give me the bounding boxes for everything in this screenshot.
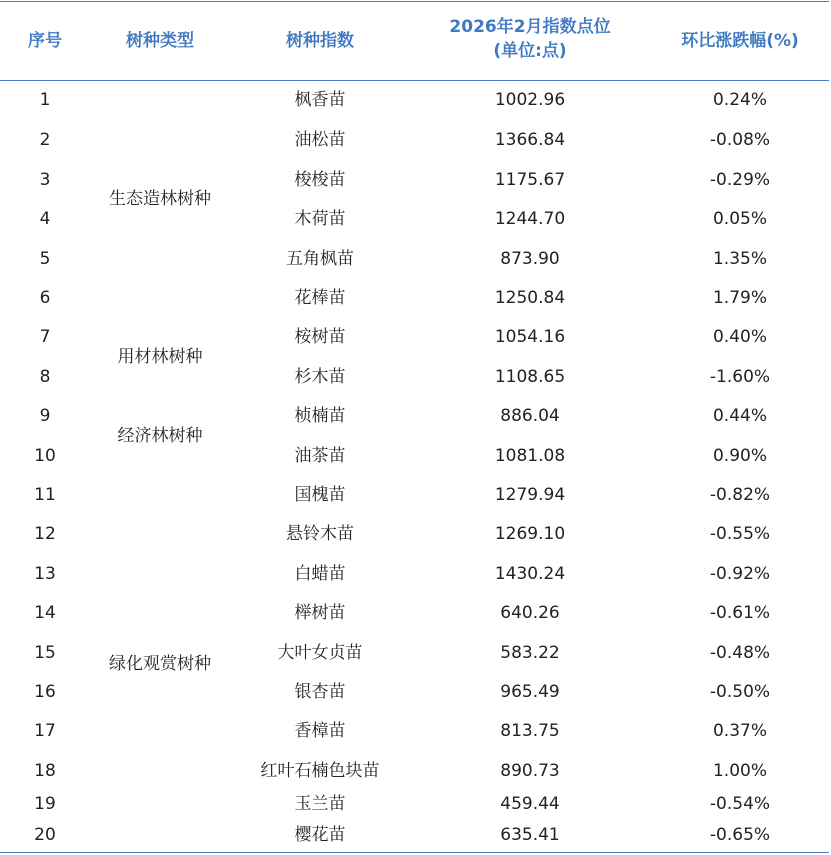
cell-species: 榉树苗	[294, 603, 346, 623]
cell-change: -0.08%	[709, 130, 771, 150]
cell-change: -0.48%	[709, 643, 771, 663]
cell-change: -0.82%	[709, 485, 771, 505]
cell-change: -0.92%	[709, 564, 771, 584]
cell-value: 1269.10	[494, 524, 566, 544]
cell-index: 8	[39, 367, 51, 387]
cell-species: 桉树苗	[294, 327, 346, 347]
header-bottom-rule	[0, 80, 829, 81]
cell-change: -0.50%	[709, 682, 771, 702]
header-species: 树种指数	[286, 31, 354, 51]
cell-value: 965.49	[500, 682, 560, 702]
group-label-ornamental: 绿化观赏树种	[109, 654, 211, 674]
cell-value: 1108.65	[494, 367, 566, 387]
cell-species: 油松苗	[294, 130, 346, 150]
cell-value: 1279.94	[494, 485, 566, 505]
cell-index: 12	[34, 524, 56, 544]
table-top-rule	[0, 1, 829, 2]
header-value	[415, 15, 645, 63]
cell-species: 油茶苗	[294, 446, 346, 466]
cell-index: 9	[39, 406, 51, 426]
cell-index: 15	[34, 643, 56, 663]
cell-change: 1.35%	[712, 249, 767, 269]
cell-species: 花棒苗	[294, 288, 346, 308]
cell-change: -0.61%	[709, 603, 771, 623]
cell-index: 4	[39, 209, 51, 229]
cell-species: 红叶石楠色块苗	[260, 761, 380, 781]
cell-species: 杉木苗	[294, 367, 346, 387]
cell-species: 国槐苗	[294, 485, 346, 505]
cell-change: -1.60%	[709, 367, 771, 387]
group-label-economic: 经济林树种	[117, 426, 203, 446]
cell-index: 10	[34, 446, 56, 466]
group-label-ecological: 生态造林树种	[109, 189, 211, 209]
cell-change: 0.44%	[712, 406, 767, 426]
cell-change: 0.24%	[712, 90, 767, 110]
cell-species: 玉兰苗	[294, 794, 346, 814]
cell-index: 16	[34, 682, 56, 702]
header-change: 环比涨跌幅(%)	[681, 31, 799, 51]
cell-index: 13	[34, 564, 56, 584]
cell-species: 银杏苗	[294, 682, 346, 702]
cell-change: -0.55%	[709, 524, 771, 544]
cell-change: 1.79%	[712, 288, 767, 308]
cell-index: 11	[34, 485, 56, 505]
cell-change: -0.54%	[709, 794, 771, 814]
cell-species: 大叶女贞苗	[277, 643, 363, 663]
cell-value: 890.73	[500, 761, 560, 781]
cell-value: 1054.16	[494, 327, 566, 347]
cell-species: 桢楠苗	[294, 406, 346, 426]
cell-species: 五角枫苗	[286, 249, 354, 269]
cell-index: 7	[39, 327, 51, 347]
cell-value: 1244.70	[494, 209, 566, 229]
cell-value: 640.26	[500, 603, 560, 623]
cell-index: 18	[34, 761, 56, 781]
header-value-title: 2026年2月指数点位	[449, 17, 611, 37]
header-type: 树种类型	[126, 31, 194, 51]
cell-value: 873.90	[500, 249, 560, 269]
cell-change: 0.40%	[712, 327, 767, 347]
cell-species: 悬铃木苗	[286, 524, 354, 544]
cell-index: 19	[34, 794, 56, 814]
header-index: 序号	[28, 31, 62, 51]
cell-value: 886.04	[500, 406, 560, 426]
cell-value: 813.75	[500, 721, 560, 741]
cell-species: 香樟苗	[294, 721, 346, 741]
cell-value: 1250.84	[494, 288, 566, 308]
group-label-timber: 用材林树种	[117, 347, 203, 367]
cell-species: 枫香苗	[294, 90, 346, 110]
cell-value: 1430.24	[494, 564, 566, 584]
cell-change: 1.00%	[712, 761, 767, 781]
header-value-unit: (单位:点)	[493, 41, 567, 61]
cell-change: -0.65%	[709, 825, 771, 845]
cell-value: 1002.96	[494, 90, 566, 110]
cell-index: 6	[39, 288, 51, 308]
cell-index: 3	[39, 170, 51, 190]
cell-species: 樱花苗	[294, 825, 346, 845]
cell-index: 17	[34, 721, 56, 741]
cell-change: -0.29%	[709, 170, 771, 190]
cell-change: 0.37%	[712, 721, 767, 741]
cell-value: 635.41	[500, 825, 560, 845]
cell-index: 1	[39, 90, 51, 110]
cell-value: 1081.08	[494, 446, 566, 466]
cell-change: 0.90%	[712, 446, 767, 466]
table-bottom-rule	[0, 852, 829, 853]
cell-index: 5	[39, 249, 51, 269]
cell-change: 0.05%	[712, 209, 767, 229]
cell-species: 木荷苗	[294, 209, 346, 229]
cell-index: 2	[39, 130, 51, 150]
cell-value: 459.44	[500, 794, 560, 814]
cell-index: 20	[34, 825, 56, 845]
cell-value: 1175.67	[494, 170, 566, 190]
cell-value: 583.22	[500, 643, 560, 663]
cell-species: 梭梭苗	[294, 170, 346, 190]
cell-value: 1366.84	[494, 130, 566, 150]
cell-species: 白蜡苗	[294, 564, 346, 584]
cell-index: 14	[34, 603, 56, 623]
